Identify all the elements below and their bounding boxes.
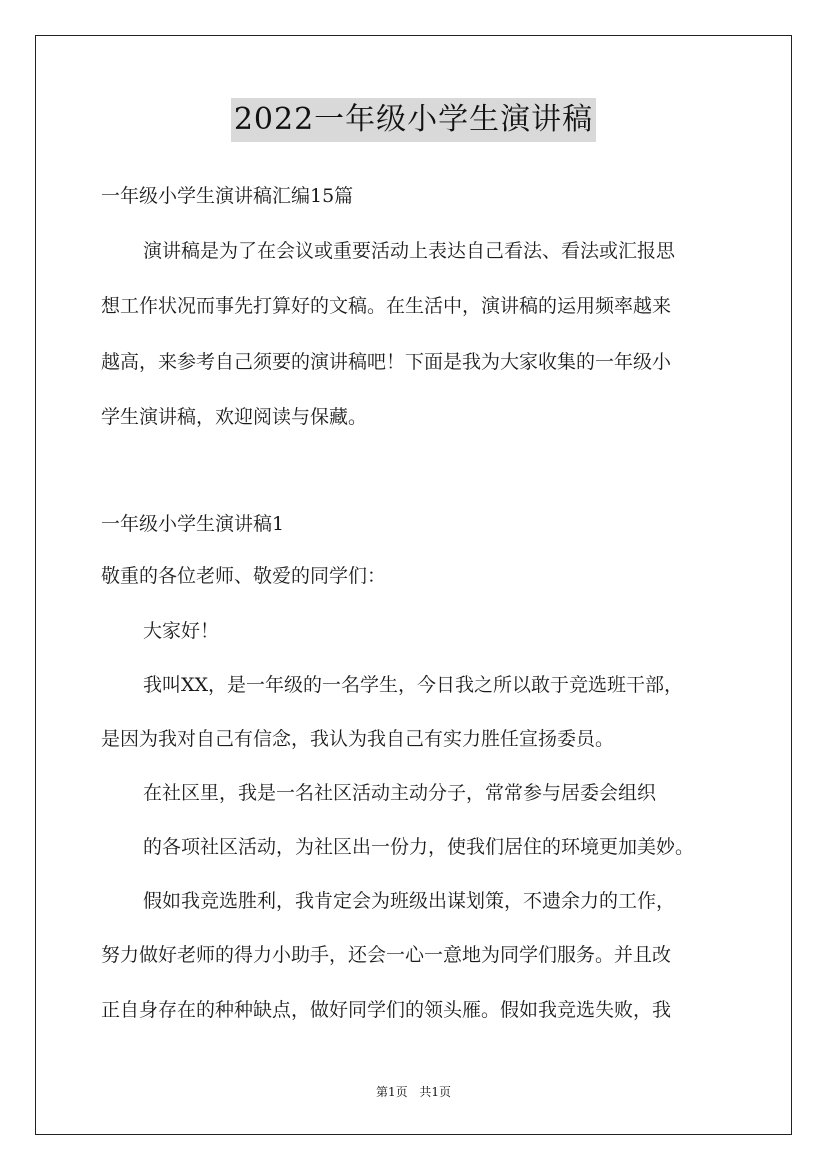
body-line: 是因为我对自己有信念，我认为我自己有实力胜任宣扬委员。 xyxy=(101,728,615,750)
page-total: 共1页 xyxy=(419,1085,452,1099)
section-heading: 一年级小学生演讲稿1 xyxy=(101,513,285,535)
intro-line: 学生演讲稿，欢迎阅读与保藏。 xyxy=(101,406,368,428)
body-line: 假如我竞选胜利，我肯定会为班级出谋划策，不遗余力的工作， xyxy=(143,890,676,912)
body-line: 的各项社区活动，为社区出一份力，使我们居住的环境更加美妙。 xyxy=(143,836,695,858)
intro-line: 越高，来参考自己须要的演讲稿吧！下面是我为大家收集的一年级小 xyxy=(101,351,672,373)
body-line: 敬重的各位老师、敬爱的同学们： xyxy=(101,565,387,587)
title-container xyxy=(0,98,827,142)
body-line: 在社区里，我是一名社区活动主动分子，常常参与居委会组织 xyxy=(143,782,657,804)
body-line: 我叫XX，是一年级的一名学生，今日我之所以敢于竞选班干部， xyxy=(143,674,684,696)
intro-line: 演讲稿是为了在会议或重要活动上表达自己看法、看法或汇报思 xyxy=(143,240,676,262)
body-line: 正自身存在的种种缺点，做好同学们的领头雁。假如我竞选失败，我 xyxy=(101,999,672,1021)
document-title: 2022一年级小学生演讲稿 xyxy=(231,98,596,142)
body-line: 努力做好老师的得力小助手，还会一心一意地为同学们服务。并且改 xyxy=(101,944,672,966)
body-line: 大家好！ xyxy=(143,620,220,642)
document-subtitle: 一年级小学生演讲稿汇编15篇 xyxy=(101,185,354,207)
page-number: 第1页 xyxy=(375,1085,408,1099)
page-footer xyxy=(0,1083,827,1100)
intro-line: 想工作状况而事先打算好的文稿。在生活中，演讲稿的运用频率越来 xyxy=(101,295,672,317)
